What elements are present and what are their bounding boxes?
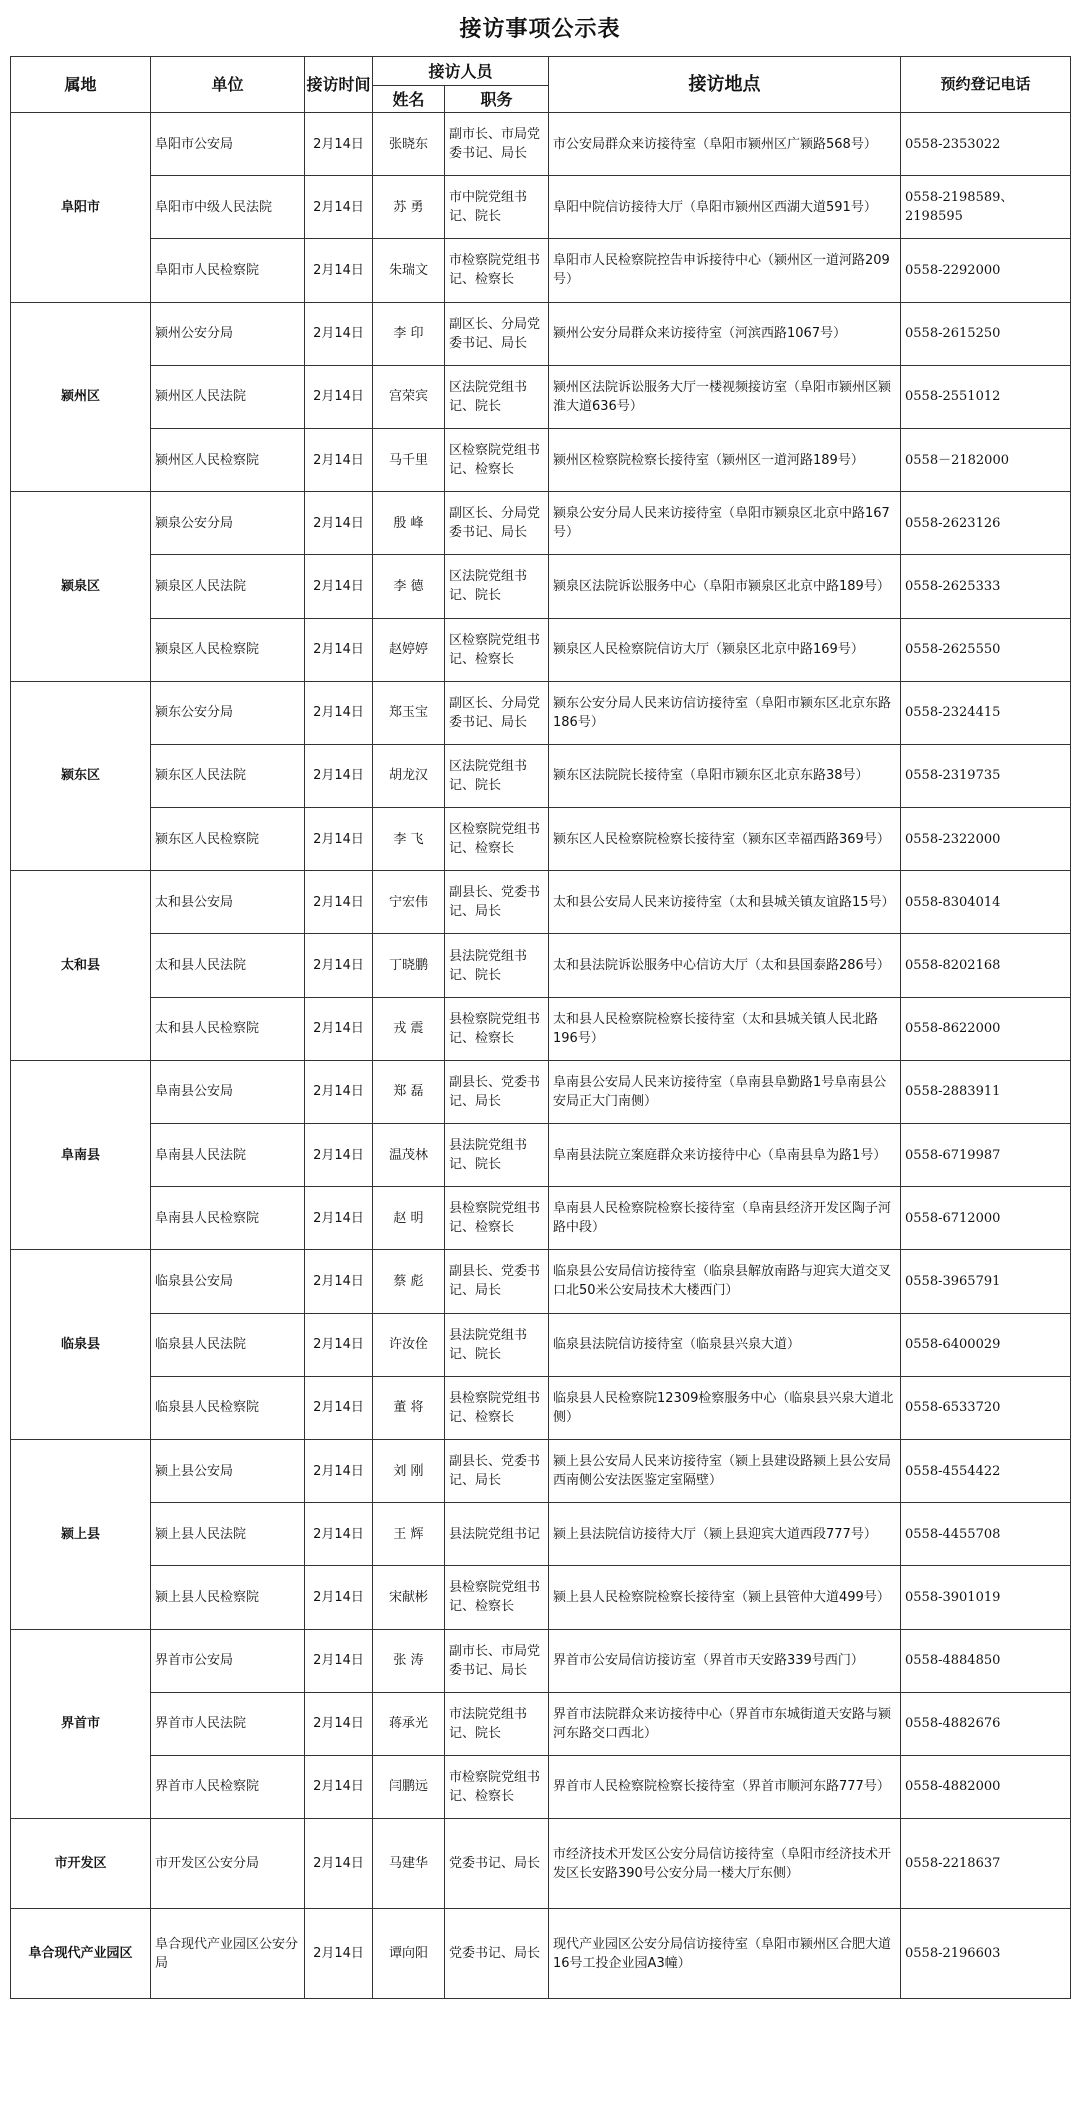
time-cell: 2月14日 — [305, 1439, 373, 1502]
name-cell: 马千里 — [373, 428, 445, 491]
place-cell: 颍州区检察院检察长接待室（颍州区一道河路189号） — [549, 428, 901, 491]
region-cell: 颍东区 — [11, 681, 151, 871]
unit-cell: 阜南县人民检察院 — [151, 1187, 305, 1250]
post-cell: 副市长、市局党委书记、局长 — [445, 113, 549, 176]
time-cell: 2月14日 — [305, 1629, 373, 1692]
table-row — [11, 1566, 1071, 1629]
name-cell: 戎 震 — [373, 997, 445, 1060]
region-cell: 颍泉区 — [11, 492, 151, 682]
post-cell: 副县长、党委书记、局长 — [445, 1060, 549, 1123]
place-cell: 颍泉公安分局人民来访接待室（阜阳市颍泉区北京中路167号） — [549, 492, 901, 555]
post-cell: 市法院党组书记、院长 — [445, 1692, 549, 1755]
place-cell: 颍东区人民检察院检察长接待室（颍东区幸福西路369号） — [549, 808, 901, 871]
unit-cell: 阜阳市中级人民法院 — [151, 176, 305, 239]
place-cell: 颍东区法院院长接待室（阜阳市颍东区北京东路38号） — [549, 744, 901, 807]
header-phone: 预约登记电话 — [901, 57, 1071, 113]
name-cell: 蔡 彪 — [373, 1250, 445, 1313]
phone-cell: 0558-3965791 — [901, 1250, 1071, 1313]
unit-cell: 颍州公安分局 — [151, 302, 305, 365]
place-cell: 阜南县公安局人民来访接待室（阜南县阜勤路1号阜南县公安局正大门南侧） — [549, 1060, 901, 1123]
region-cell: 太和县 — [11, 871, 151, 1061]
post-cell: 县检察院党组书记、检察长 — [445, 997, 549, 1060]
table-row — [11, 1755, 1071, 1818]
name-cell: 宁宏伟 — [373, 871, 445, 934]
page-title: 接访事项公示表 — [459, 17, 621, 42]
header-post: 职务 — [445, 86, 549, 113]
place-cell: 界首市人民检察院检察长接待室（界首市顺河东路777号） — [549, 1755, 901, 1818]
phone-cell: 0558-2324415 — [901, 681, 1071, 744]
table-row — [11, 808, 1071, 871]
unit-cell: 颍东区人民检察院 — [151, 808, 305, 871]
name-cell: 苏 勇 — [373, 176, 445, 239]
unit-cell: 阜合现代产业园区公安分局 — [151, 1909, 305, 1999]
phone-cell: 0558-2292000 — [901, 239, 1071, 302]
table-row — [11, 997, 1071, 1060]
time-cell: 2月14日 — [305, 1755, 373, 1818]
unit-cell: 界首市人民法院 — [151, 1692, 305, 1755]
time-cell: 2月14日 — [305, 1187, 373, 1250]
post-cell: 党委书记、局长 — [445, 1909, 549, 1999]
place-cell: 颍上县公安局人民来访接待室（颍上县建设路颍上县公安局西南侧公安法医鉴定室隔壁） — [549, 1439, 901, 1502]
unit-cell: 颍东公安分局 — [151, 681, 305, 744]
unit-cell: 阜南县公安局 — [151, 1060, 305, 1123]
region-cell: 界首市 — [11, 1629, 151, 1819]
phone-cell: 0558-6400029 — [901, 1313, 1071, 1376]
time-cell: 2月14日 — [305, 492, 373, 555]
table-row — [11, 871, 1071, 934]
table-row — [11, 1503, 1071, 1566]
post-cell: 区法院党组书记、院长 — [445, 744, 549, 807]
unit-cell: 太和县人民检察院 — [151, 997, 305, 1060]
time-cell: 2月14日 — [305, 302, 373, 365]
post-cell: 副县长、党委书记、局长 — [445, 1250, 549, 1313]
unit-cell: 颍泉区人民法院 — [151, 555, 305, 618]
unit-cell: 颍泉公安分局 — [151, 492, 305, 555]
table-row — [11, 1187, 1071, 1250]
time-cell: 2月14日 — [305, 1819, 373, 1909]
name-cell: 蒋承光 — [373, 1692, 445, 1755]
region-cell: 颍上县 — [11, 1439, 151, 1629]
time-cell: 2月14日 — [305, 239, 373, 302]
name-cell: 张晓东 — [373, 113, 445, 176]
unit-cell: 临泉县公安局 — [151, 1250, 305, 1313]
reception-table — [10, 56, 1071, 1999]
place-cell: 市公安局群众来访接待室（阜阳市颍州区广颍路568号） — [549, 113, 901, 176]
place-cell: 颍上县法院信访接待大厅（颍上县迎宾大道西段777号） — [549, 1503, 901, 1566]
post-cell: 县法院党组书记、院长 — [445, 1313, 549, 1376]
unit-cell: 阜阳市人民检察院 — [151, 239, 305, 302]
name-cell: 许汝佺 — [373, 1313, 445, 1376]
post-cell: 市检察院党组书记、检察长 — [445, 1755, 549, 1818]
time-cell: 2月14日 — [305, 365, 373, 428]
time-cell: 2月14日 — [305, 1376, 373, 1439]
place-cell: 阜阳中院信访接待大厅（阜阳市颍州区西湖大道591号） — [549, 176, 901, 239]
post-cell: 县法院党组书记、院长 — [445, 934, 549, 997]
table-row — [11, 618, 1071, 681]
post-cell: 区法院党组书记、院长 — [445, 365, 549, 428]
post-cell: 市检察院党组书记、检察长 — [445, 239, 549, 302]
header-person: 接访人员 — [373, 57, 549, 86]
place-cell: 阜南县人民检察院检察长接待室（阜南县经济开发区陶子河路中段） — [549, 1187, 901, 1250]
table-row — [11, 113, 1071, 176]
region-cell: 市开发区 — [11, 1819, 151, 1909]
post-cell: 县检察院党组书记、检察长 — [445, 1187, 549, 1250]
phone-cell: 0558-2218637 — [901, 1819, 1071, 1909]
phone-cell: 0558-6712000 — [901, 1187, 1071, 1250]
unit-cell: 临泉县人民检察院 — [151, 1376, 305, 1439]
unit-cell: 颍上县人民法院 — [151, 1503, 305, 1566]
table-row — [11, 934, 1071, 997]
post-cell: 党委书记、局长 — [445, 1819, 549, 1909]
region-cell: 阜南县 — [11, 1060, 151, 1250]
table-row — [11, 1060, 1071, 1123]
region-cell: 阜阳市 — [11, 113, 151, 303]
name-cell: 温茂林 — [373, 1124, 445, 1187]
phone-cell: 0558-2615250 — [901, 302, 1071, 365]
phone-cell: 0558-2623126 — [901, 492, 1071, 555]
time-cell: 2月14日 — [305, 744, 373, 807]
time-cell: 2月14日 — [305, 808, 373, 871]
region-cell: 颍州区 — [11, 302, 151, 492]
place-cell: 临泉县公安局信访接待室（临泉县解放南路与迎宾大道交叉口北50米公安局技术大楼西门） — [549, 1250, 901, 1313]
place-cell: 太和县法院诉讼服务中心信访大厅（太和县国泰路286号） — [549, 934, 901, 997]
unit-cell: 颍上县公安局 — [151, 1439, 305, 1502]
post-cell: 副市长、市局党委书记、局长 — [445, 1629, 549, 1692]
time-cell: 2月14日 — [305, 871, 373, 934]
table-row — [11, 239, 1071, 302]
time-cell: 2月14日 — [305, 681, 373, 744]
header-region: 属地 — [11, 57, 151, 113]
phone-cell: 0558-2551012 — [901, 365, 1071, 428]
table-row — [11, 1629, 1071, 1692]
time-cell: 2月14日 — [305, 1313, 373, 1376]
name-cell: 闫鹏远 — [373, 1755, 445, 1818]
time-cell: 2月14日 — [305, 1503, 373, 1566]
table-row — [11, 1439, 1071, 1502]
post-cell: 副区长、分局党委书记、局长 — [445, 681, 549, 744]
post-cell: 区检察院党组书记、检察长 — [445, 618, 549, 681]
unit-cell: 颍州区人民检察院 — [151, 428, 305, 491]
name-cell: 赵婷婷 — [373, 618, 445, 681]
time-cell: 2月14日 — [305, 618, 373, 681]
place-cell: 界首市法院群众来访接待中心（界首市东城街道天安路与颍河东路交口西北） — [549, 1692, 901, 1755]
phone-cell: 0558-4882000 — [901, 1755, 1071, 1818]
post-cell: 市中院党组书记、院长 — [445, 176, 549, 239]
phone-cell: 0558-2196603 — [901, 1909, 1071, 1999]
name-cell: 朱瑞文 — [373, 239, 445, 302]
table-row — [11, 1313, 1071, 1376]
place-cell: 颍泉区人民检察院信访大厅（颍泉区北京中路169号） — [549, 618, 901, 681]
unit-cell: 颍东区人民法院 — [151, 744, 305, 807]
place-cell: 市经济技术开发区公安分局信访接待室（阜阳市经济技术开发区长安路390号公安分局一楼大厅东侧） — [549, 1819, 901, 1909]
time-cell: 2月14日 — [305, 113, 373, 176]
table-row — [11, 302, 1071, 365]
place-cell: 太和县人民检察院检察长接待室（太和县城关镇人民北路196号） — [549, 997, 901, 1060]
post-cell: 副县长、党委书记、局长 — [445, 1439, 549, 1502]
table-row — [11, 1124, 1071, 1187]
time-cell: 2月14日 — [305, 1124, 373, 1187]
post-cell: 县检察院党组书记、检察长 — [445, 1566, 549, 1629]
name-cell: 刘 刚 — [373, 1439, 445, 1502]
time-cell: 2月14日 — [305, 1060, 373, 1123]
phone-cell: 0558-6533720 — [901, 1376, 1071, 1439]
header-name: 姓名 — [373, 86, 445, 113]
place-cell: 阜阳市人民检察院控告申诉接待中心（颍州区一道河路209号） — [549, 239, 901, 302]
name-cell: 李 德 — [373, 555, 445, 618]
time-cell: 2月14日 — [305, 934, 373, 997]
table-row — [11, 744, 1071, 807]
time-cell: 2月14日 — [305, 555, 373, 618]
unit-cell: 市开发区公安分局 — [151, 1819, 305, 1909]
table-row — [11, 428, 1071, 491]
time-cell: 2月14日 — [305, 1566, 373, 1629]
table-row — [11, 365, 1071, 428]
unit-cell: 界首市公安局 — [151, 1629, 305, 1692]
post-cell: 副县长、党委书记、局长 — [445, 871, 549, 934]
phone-cell: 0558-4884850 — [901, 1629, 1071, 1692]
table-row — [11, 555, 1071, 618]
phone-cell: 0558-3901019 — [901, 1566, 1071, 1629]
table-row — [11, 1909, 1071, 1999]
name-cell: 李 印 — [373, 302, 445, 365]
phone-cell: 0558-2319735 — [901, 744, 1071, 807]
table-row — [11, 176, 1071, 239]
place-cell: 颍泉区法院诉讼服务中心（阜阳市颍泉区北京中路189号） — [549, 555, 901, 618]
name-cell: 王 辉 — [373, 1503, 445, 1566]
phone-cell: 0558-4554422 — [901, 1439, 1071, 1502]
place-cell: 临泉县人民检察院12309检察服务中心（临泉县兴泉大道北侧） — [549, 1376, 901, 1439]
phone-cell: 0558-2883911 — [901, 1060, 1071, 1123]
unit-cell: 阜南县人民法院 — [151, 1124, 305, 1187]
name-cell: 李 飞 — [373, 808, 445, 871]
unit-cell: 颍上县人民检察院 — [151, 1566, 305, 1629]
unit-cell: 阜阳市公安局 — [151, 113, 305, 176]
table-body — [11, 113, 1071, 1999]
name-cell: 宋献彬 — [373, 1566, 445, 1629]
table-row — [11, 1819, 1071, 1909]
header-place: 接访地点 — [549, 57, 901, 113]
region-cell: 阜合现代产业园区 — [11, 1909, 151, 1999]
unit-cell: 临泉县人民法院 — [151, 1313, 305, 1376]
time-cell: 2月14日 — [305, 997, 373, 1060]
phone-cell: 0558-4455708 — [901, 1503, 1071, 1566]
time-cell: 2月14日 — [305, 176, 373, 239]
header-unit: 单位 — [151, 57, 305, 113]
time-cell: 2月14日 — [305, 1909, 373, 1999]
post-cell: 区检察院党组书记、检察长 — [445, 808, 549, 871]
name-cell: 宫荣宾 — [373, 365, 445, 428]
phone-cell: 0558-2353022 — [901, 113, 1071, 176]
place-cell: 界首市公安局信访接访室（界首市天安路339号西门） — [549, 1629, 901, 1692]
post-cell: 县检察院党组书记、检察长 — [445, 1376, 549, 1439]
phone-cell: 0558-8304014 — [901, 871, 1071, 934]
name-cell: 谭向阳 — [373, 1909, 445, 1999]
name-cell: 马建华 — [373, 1819, 445, 1909]
unit-cell: 太和县公安局 — [151, 871, 305, 934]
phone-cell: 0558-2198589、2198595 — [901, 176, 1071, 239]
phone-cell: 0558－2182000 — [901, 428, 1071, 491]
place-cell: 颍州公安分局群众来访接待室（河滨西路1067号） — [549, 302, 901, 365]
region-cell: 临泉县 — [11, 1250, 151, 1440]
unit-cell: 界首市人民检察院 — [151, 1755, 305, 1818]
unit-cell: 颍泉区人民检察院 — [151, 618, 305, 681]
phone-cell: 0558-2625550 — [901, 618, 1071, 681]
phone-cell: 0558-4882676 — [901, 1692, 1071, 1755]
table-row — [11, 1250, 1071, 1313]
name-cell: 赵 明 — [373, 1187, 445, 1250]
time-cell: 2月14日 — [305, 428, 373, 491]
phone-cell: 0558-8622000 — [901, 997, 1071, 1060]
table-row — [11, 1376, 1071, 1439]
name-cell: 张 涛 — [373, 1629, 445, 1692]
post-cell: 县法院党组书记 — [445, 1503, 549, 1566]
header-time: 接访时间 — [305, 57, 373, 113]
post-cell: 副区长、分局党委书记、局长 — [445, 302, 549, 365]
time-cell: 2月14日 — [305, 1250, 373, 1313]
name-cell: 郑 磊 — [373, 1060, 445, 1123]
phone-cell: 0558-6719987 — [901, 1124, 1071, 1187]
phone-cell: 0558-2322000 — [901, 808, 1071, 871]
table-row — [11, 681, 1071, 744]
time-cell: 2月14日 — [305, 1692, 373, 1755]
unit-cell: 太和县人民法院 — [151, 934, 305, 997]
post-cell: 区法院党组书记、院长 — [445, 555, 549, 618]
phone-cell: 0558-8202168 — [901, 934, 1071, 997]
place-cell: 颍上县人民检察院检察长接待室（颍上县管仲大道499号） — [549, 1566, 901, 1629]
phone-cell: 0558-2625333 — [901, 555, 1071, 618]
place-cell: 颍东公安分局人民来访信访接待室（阜阳市颍东区北京东路186号） — [549, 681, 901, 744]
place-cell: 临泉县法院信访接待室（临泉县兴泉大道） — [549, 1313, 901, 1376]
name-cell: 胡龙汉 — [373, 744, 445, 807]
place-cell: 颍州区法院诉讼服务大厅一楼视频接访室（阜阳市颍州区颍淮大道636号） — [549, 365, 901, 428]
name-cell: 丁晓鹏 — [373, 934, 445, 997]
post-cell: 县法院党组书记、院长 — [445, 1124, 549, 1187]
name-cell: 郑玉宝 — [373, 681, 445, 744]
name-cell: 殷 峰 — [373, 492, 445, 555]
place-cell: 现代产业园区公安分局信访接待室（阜阳市颍州区合肥大道16号工投企业园A3幢） — [549, 1909, 901, 1999]
post-cell: 副区长、分局党委书记、局长 — [445, 492, 549, 555]
table-row — [11, 1692, 1071, 1755]
post-cell: 区检察院党组书记、检察长 — [445, 428, 549, 491]
name-cell: 董 将 — [373, 1376, 445, 1439]
place-cell: 太和县公安局人民来访接待室（太和县城关镇友谊路15号） — [549, 871, 901, 934]
unit-cell: 颍州区人民法院 — [151, 365, 305, 428]
place-cell: 阜南县法院立案庭群众来访接待中心（阜南县阜为路1号） — [549, 1124, 901, 1187]
table-row — [11, 492, 1071, 555]
